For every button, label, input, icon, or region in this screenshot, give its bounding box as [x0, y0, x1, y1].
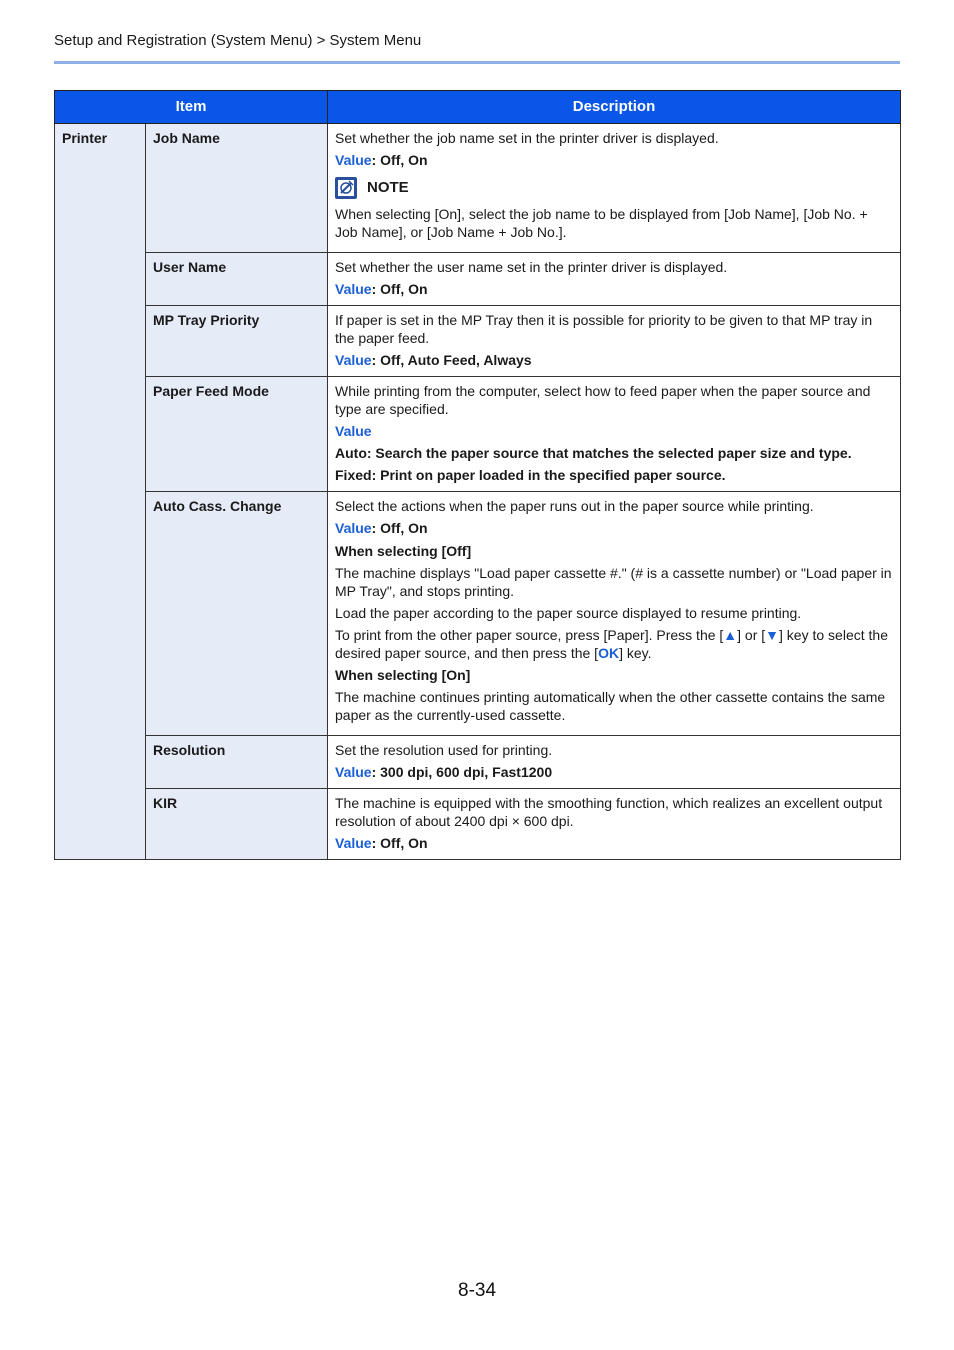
value-options: : 300 dpi, 600 dpi, Fast1200: [371, 764, 553, 780]
text-fragment: To print from the other paper source, press [Paper]. Press the [: [335, 627, 724, 643]
description-text: The machine is equipped with the smoothing function, which realizes an excellent output resolution of about 2400 dpi × 600 dpi.: [335, 795, 883, 829]
value-line: [335, 422, 892, 440]
item-name: Job Name: [146, 124, 328, 253]
table-row: [55, 789, 901, 860]
note-heading: [335, 177, 892, 199]
item-name: KIR: [146, 789, 328, 860]
off-heading: When selecting [Off]: [335, 543, 472, 559]
item-description: [328, 253, 901, 306]
item-description: [328, 736, 901, 789]
off-description: The machine displays "Load paper cassette #." (# is a cassette number) or "Load paper in MP Tray", and stops printing.: [335, 565, 892, 599]
breadcrumb: Setup and Registration (System Menu) > System Menu: [54, 32, 422, 49]
description-text: Set the resolution used for printing.: [335, 742, 553, 758]
value-options: : Off, On: [371, 520, 428, 536]
up-arrow-icon: ▲: [723, 627, 738, 643]
description-text: If paper is set in the MP Tray then it is possible for priority to be given to that MP tray in the paper feed.: [335, 312, 873, 346]
auto-option-text: Auto: Search the paper source that matches the selected paper size and type.: [335, 445, 852, 461]
note-block: [335, 177, 892, 241]
value-label: Value: [335, 281, 372, 297]
table-row: [55, 736, 901, 789]
page-number: 8-34: [458, 1280, 497, 1301]
settings-table: [54, 90, 901, 860]
item-description: [328, 492, 901, 736]
value-line: [335, 834, 892, 852]
column-header-item: Item: [55, 91, 328, 124]
table-row: [55, 377, 901, 492]
table-row: [55, 124, 901, 253]
item-description: [328, 306, 901, 377]
value-label: Value: [335, 835, 372, 851]
value-line: [335, 519, 892, 537]
table-row: [55, 253, 901, 306]
note-text: When selecting [On], select the job name to be displayed from [Job Name], [Job No. + Job Name], or [Job Name + Job No.].: [335, 206, 868, 240]
fixed-option-text: Fixed: Print on paper loaded in the specified paper source.: [335, 467, 726, 483]
ok-key-label: OK: [598, 645, 620, 661]
item-name: Resolution: [146, 736, 328, 789]
on-description: The machine continues printing automatically when the other cassette contains the same paper as the currently-used cassette.: [335, 689, 886, 723]
note-icon: [335, 177, 357, 199]
value-line: [335, 280, 892, 298]
text-fragment: ] key.: [619, 645, 652, 661]
value-options: : Off, Auto Feed, Always: [371, 352, 532, 368]
value-options: : Off, On: [371, 281, 428, 297]
table-header-row: [55, 91, 901, 124]
table-row: [55, 492, 901, 736]
item-description: [328, 377, 901, 492]
value-options: : Off, On: [371, 835, 428, 851]
on-heading: When selecting [On]: [335, 667, 471, 683]
value-label: Value: [335, 423, 372, 439]
item-name: Paper Feed Mode: [146, 377, 328, 492]
down-arrow-icon: ▼: [765, 627, 780, 643]
value-options: : Off, On: [371, 152, 428, 168]
description-text: Set whether the user name set in the printer driver is displayed.: [335, 259, 728, 275]
item-name: MP Tray Priority: [146, 306, 328, 377]
value-label: Value: [335, 520, 372, 536]
description-text: While printing from the computer, select how to feed paper when the paper source and type are specified.: [335, 383, 871, 417]
item-description: [328, 789, 901, 860]
text-fragment: ] key to select the desired paper source, and then press the [: [335, 627, 888, 661]
value-line: [335, 763, 892, 781]
table-row: [55, 306, 901, 377]
item-name: Auto Cass. Change: [146, 492, 328, 736]
group-label-printer: Printer: [55, 124, 146, 860]
text-fragment: ] or [: [737, 627, 766, 643]
value-label: Value: [335, 152, 372, 168]
value-label: Value: [335, 352, 372, 368]
note-title: NOTE: [367, 179, 409, 196]
off-other-source-text: [335, 626, 892, 662]
description-text: Set whether the job name set in the printer driver is displayed.: [335, 130, 719, 146]
description-text: Select the actions when the paper runs out in the paper source while printing.: [335, 498, 814, 514]
item-name: User Name: [146, 253, 328, 306]
value-label: Value: [335, 764, 372, 780]
item-description: [328, 124, 901, 253]
value-line: [335, 151, 892, 169]
off-resume-text: Load the paper according to the paper source displayed to resume printing.: [335, 605, 802, 621]
column-header-description: Description: [328, 91, 901, 124]
value-line: [335, 351, 892, 369]
header-divider: [54, 61, 900, 64]
